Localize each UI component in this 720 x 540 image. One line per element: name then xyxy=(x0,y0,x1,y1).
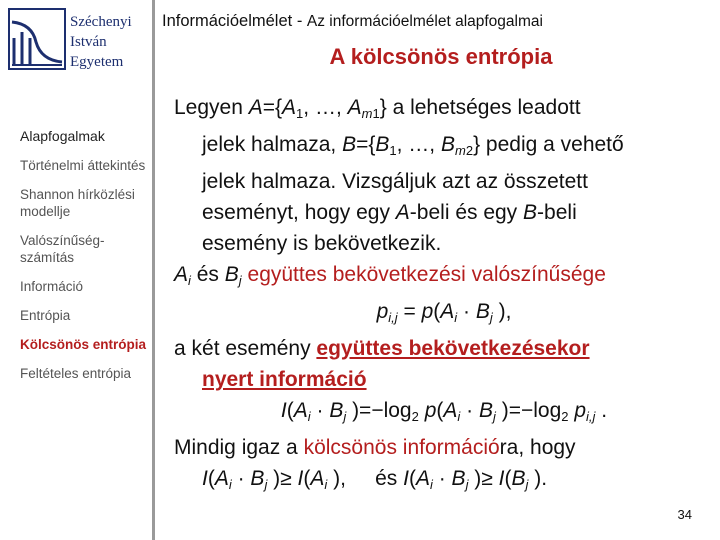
university-logo xyxy=(8,8,66,70)
content-line: $A_i$ és $B_j$ együttes bekövetkezési valószínűsége xyxy=(174,263,606,288)
course-header xyxy=(162,12,543,31)
content-line: Mindig igaz a kölcsönös információra, hogy xyxy=(174,436,576,459)
content-line: jelek halmaza. Vizsgáljuk azt az összetett xyxy=(202,170,588,193)
course-title: Információelmélet xyxy=(162,12,293,30)
sidebar-item-alapfogalmak[interactable]: Alapfogalmak xyxy=(20,128,105,144)
sidebar-nav xyxy=(20,128,148,394)
sidebar-item-felteteles-entropia[interactable]: Feltételes entrópia xyxy=(20,366,132,381)
page-number: 34 xyxy=(677,507,692,522)
sidebar-item-entropia[interactable]: Entrópia xyxy=(20,308,71,323)
content-line: a két esemény együttes bekövetkezésekor xyxy=(174,337,590,360)
slide-content xyxy=(174,92,714,500)
content-line: eseményt, hogy egy A-beli és egy B-beli xyxy=(202,201,577,224)
formula-joint-probability: $p_{i,j} = p(A_i \cdot B_j$ ), xyxy=(376,300,512,325)
content-line: Legyen $A=\{A_1$, …, $A_{m1}$} a lehetséges leadott xyxy=(174,96,581,121)
sidebar xyxy=(0,0,152,540)
formula-inequality: $I(A_i \cdot B_j$ )≥ $I(A_i$ ), és $I(A_i \cdot B_j$ )≥ $I(B_j$ ). xyxy=(202,467,548,492)
university-name xyxy=(70,12,132,72)
header-separator: - xyxy=(292,12,307,30)
university-line2: István xyxy=(70,34,107,50)
sidebar-item-shannon-modell[interactable]: Shannon hírközlési modellje xyxy=(20,187,135,219)
sidebar-divider xyxy=(152,0,155,540)
university-line1: Széchenyi xyxy=(70,14,132,30)
formula-joint-information: $I(A_i \cdot B_j$ )$=-\log_2$ $p(A_i \cdot B_j$ )$=-\log_2$ $p_{i,j}$ . xyxy=(280,399,608,424)
sidebar-item-valoszinusegszamitas[interactable]: Valószínűség-számítás xyxy=(20,233,105,265)
course-topic: Az információelmélet alapfogalmai xyxy=(306,13,543,30)
content-line: jelek halmaza, $B=\{B_1$, …, $B_{m2}$} pedig a vehető xyxy=(202,133,624,158)
content-line: esemény is bekövetkezik. xyxy=(202,232,442,255)
sidebar-item-kolcsonos-entropia[interactable]: Kölcsönös entrópia xyxy=(20,337,147,352)
slide-title: A kölcsönös entrópia xyxy=(329,44,553,69)
university-line3: Egyetem xyxy=(70,54,124,70)
sidebar-item-tortenelmi-attekintes[interactable]: Történelmi áttekintés xyxy=(20,158,146,173)
sidebar-item-informacio[interactable]: Információ xyxy=(20,279,84,294)
content-line: nyert információ xyxy=(202,368,367,391)
